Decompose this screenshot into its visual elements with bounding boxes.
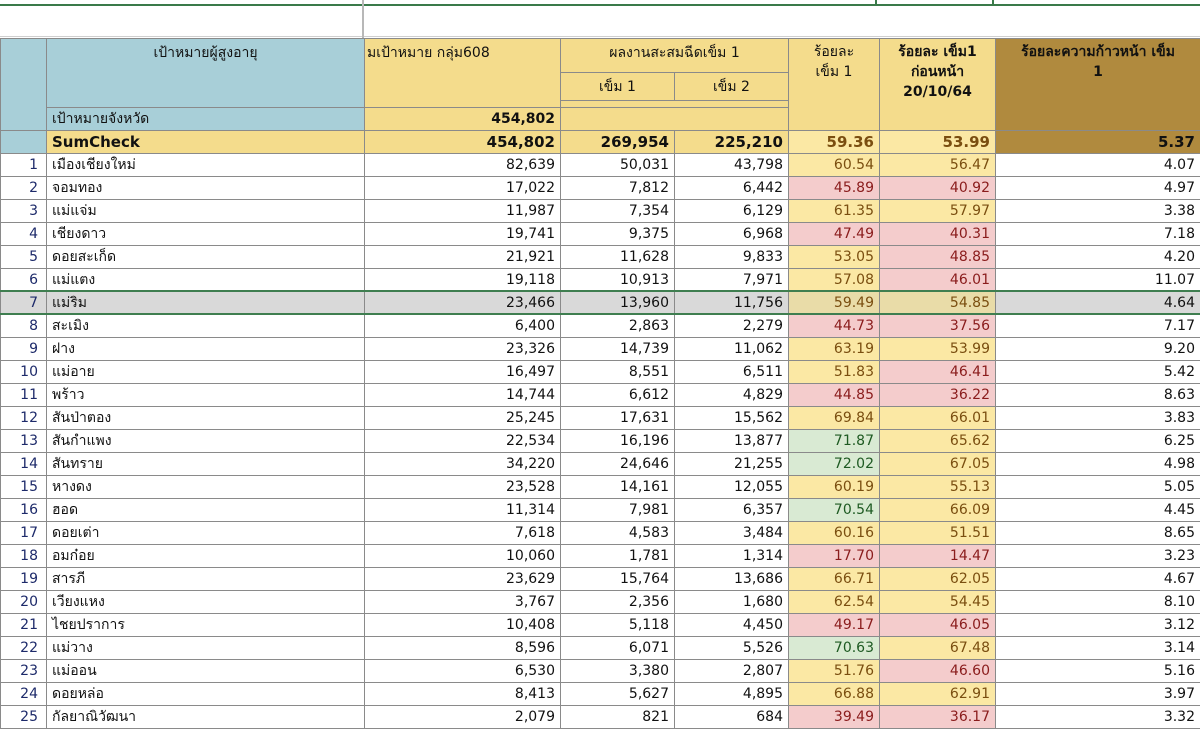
target-cell[interactable]: 17,022 [365,177,561,200]
dose2-cell[interactable]: 4,895 [675,683,789,706]
district-name[interactable]: ดอยสะเก็ด [47,246,365,269]
progress-cell[interactable]: 4.67 [996,568,1200,591]
top-column-divider [362,0,364,38]
pct-before-cell[interactable]: 62.91 [880,683,996,706]
header-target608[interactable]: มเป้าหมาย กลุ่ม608 [365,39,561,108]
table-row[interactable] [1,499,1200,522]
row-header-corner[interactable] [1,39,47,131]
pct1-cell[interactable]: 66.88 [789,683,880,706]
pct-before-cell[interactable]: 66.09 [880,499,996,522]
pct-before-cell[interactable]: 36.22 [880,384,996,407]
target-cell[interactable]: 6,400 [365,315,561,338]
dose2-cell[interactable]: 13,877 [675,430,789,453]
dose2-cell[interactable]: 15,562 [675,407,789,430]
dose1-cell[interactable]: 7,812 [561,177,675,200]
pct-before-cell[interactable]: 51.51 [880,522,996,545]
row-number[interactable]: 18 [1,545,47,568]
pct1-cell[interactable]: 66.71 [789,568,880,591]
progress-cell[interactable]: 5.05 [996,476,1200,499]
pct-before-cell[interactable]: 57.97 [880,200,996,223]
district-name[interactable]: แม่อาย [47,361,365,384]
target-cell[interactable]: 2,079 [365,706,561,729]
pct1-cell[interactable]: 71.87 [789,430,880,453]
pct1-cell[interactable]: 59.49 [789,292,880,315]
table-row[interactable] [1,614,1200,637]
target-cell[interactable]: 19,741 [365,223,561,246]
dose1-cell[interactable]: 4,583 [561,522,675,545]
table-row[interactable] [1,476,1200,499]
target-cell[interactable]: 3,767 [365,591,561,614]
table-row[interactable] [1,269,1200,292]
dose1-cell[interactable]: 14,161 [561,476,675,499]
progress-cell[interactable]: 5.16 [996,660,1200,683]
target-cell[interactable]: 23,466 [365,292,561,315]
table-row[interactable] [1,200,1200,223]
dose2-cell[interactable]: 4,450 [675,614,789,637]
pct-before-cell[interactable]: 37.56 [880,315,996,338]
row-number[interactable]: 25 [1,706,47,729]
pct1-cell[interactable]: 70.54 [789,499,880,522]
district-name[interactable]: ไชยปราการ [47,614,365,637]
top-marker [992,0,994,5]
target-cell[interactable]: 8,596 [365,637,561,660]
dose1-cell[interactable]: 2,863 [561,315,675,338]
target-cell[interactable]: 16,497 [365,361,561,384]
row-number[interactable]: 8 [1,315,47,338]
district-name[interactable]: แม่วาง [47,637,365,660]
progress-cell[interactable]: 7.18 [996,223,1200,246]
row-number[interactable]: 10 [1,361,47,384]
district-name[interactable]: จอมทอง [47,177,365,200]
dose2-cell[interactable]: 3,484 [675,522,789,545]
row-number[interactable]: 5 [1,246,47,269]
table-row[interactable] [1,453,1200,476]
district-name[interactable]: ดอยหล่อ [47,683,365,706]
pct-before-cell[interactable]: 46.41 [880,361,996,384]
header-target-group[interactable]: เป้าหมายผู้สูงอายุ [47,39,365,108]
progress-cell[interactable]: 3.83 [996,407,1200,430]
row-number[interactable]: 19 [1,568,47,591]
formula-bar-area [0,0,1200,38]
pct1-cell[interactable]: 72.02 [789,453,880,476]
table-row[interactable] [1,315,1200,338]
pct1-cell[interactable]: 60.19 [789,476,880,499]
dose1-cell[interactable]: 24,646 [561,453,675,476]
progress-cell[interactable]: 3.38 [996,200,1200,223]
row-number[interactable]: 11 [1,384,47,407]
top-border-line [0,4,1200,6]
sumcheck-progress[interactable]: 5.37 [996,131,1200,154]
progress-cell[interactable]: 5.42 [996,361,1200,384]
target-cell[interactable]: 19,118 [365,269,561,292]
table-row[interactable] [1,591,1200,614]
pct1-cell[interactable]: 49.17 [789,614,880,637]
district-name[interactable]: สันกำแพง [47,430,365,453]
row-number[interactable]: 23 [1,660,47,683]
district-name[interactable]: ดอยเต่า [47,522,365,545]
progress-cell[interactable]: 9.20 [996,338,1200,361]
row-number[interactable]: 17 [1,522,47,545]
header-progress[interactable]: ร้อยละความก้าวหน้า เข็ม 1 [996,39,1200,131]
progress-cell[interactable]: 4.20 [996,246,1200,269]
pct-before-cell[interactable]: 36.17 [880,706,996,729]
pct1-cell[interactable]: 17.70 [789,545,880,568]
dose1-cell[interactable]: 16,196 [561,430,675,453]
district-name[interactable]: แม่แจ่ม [47,200,365,223]
row-number[interactable]: 16 [1,499,47,522]
dose2-cell[interactable]: 43,798 [675,154,789,177]
pct-before-cell[interactable]: 48.85 [880,246,996,269]
dose1-cell[interactable]: 5,627 [561,683,675,706]
header-accum-dose[interactable]: ผลงานสะสมฉีดเข็ม 1 [561,39,789,73]
pct1-cell[interactable]: 47.49 [789,223,880,246]
top-marker [875,0,877,5]
dose2-cell[interactable]: 6,511 [675,361,789,384]
dose2-cell[interactable]: 4,829 [675,384,789,407]
pct1-cell[interactable]: 51.76 [789,660,880,683]
target-cell[interactable]: 23,629 [365,568,561,591]
table-row[interactable] [1,384,1200,407]
dose1-cell[interactable]: 2,356 [561,591,675,614]
target-cell[interactable]: 11,987 [365,200,561,223]
target-cell[interactable]: 14,744 [365,384,561,407]
dose2-cell[interactable]: 13,686 [675,568,789,591]
sumcheck-dose1[interactable]: 269,954 [561,131,675,154]
district-name[interactable]: แม่ริม [47,292,365,315]
progress-cell[interactable]: 3.14 [996,637,1200,660]
district-name[interactable]: กัลยาณิวัฒนา [47,706,365,729]
row-number[interactable]: 22 [1,637,47,660]
district-name[interactable]: หางดง [47,476,365,499]
pct-before-cell[interactable]: 56.47 [880,154,996,177]
progress-cell[interactable]: 8.65 [996,522,1200,545]
district-name[interactable]: อมก๋อย [47,545,365,568]
header-spacer [561,101,789,108]
table-row[interactable] [1,407,1200,430]
dose1-cell[interactable]: 11,628 [561,246,675,269]
pct-before-cell[interactable]: 67.48 [880,637,996,660]
header-pct-dose1[interactable]: ร้อยละ เข็ม 1 [789,39,880,131]
progress-cell[interactable]: 7.17 [996,315,1200,338]
dose1-cell[interactable]: 10,913 [561,269,675,292]
target-cell[interactable]: 25,245 [365,407,561,430]
table-row[interactable] [1,177,1200,200]
row-header-blank[interactable] [1,131,47,154]
district-name[interactable]: แม่ออน [47,660,365,683]
progress-cell[interactable]: 4.98 [996,453,1200,476]
table-row[interactable] [1,338,1200,361]
progress-cell[interactable]: 3.12 [996,614,1200,637]
dose2-cell[interactable]: 5,526 [675,637,789,660]
target-cell[interactable]: 6,530 [365,660,561,683]
row-number[interactable]: 9 [1,338,47,361]
pct1-cell[interactable]: 53.05 [789,246,880,269]
dose1-cell[interactable]: 7,354 [561,200,675,223]
dose2-cell[interactable]: 1,680 [675,591,789,614]
table-row[interactable] [1,545,1200,568]
pct1-cell[interactable]: 70.63 [789,637,880,660]
dose2-cell[interactable]: 9,833 [675,246,789,269]
progress-cell[interactable]: 3.32 [996,706,1200,729]
dose1-cell[interactable]: 6,612 [561,384,675,407]
dose2-cell[interactable]: 7,971 [675,269,789,292]
dose1-cell[interactable]: 3,380 [561,660,675,683]
district-name[interactable]: ฮอด [47,499,365,522]
pct1-cell[interactable]: 69.84 [789,407,880,430]
dose2-cell[interactable]: 1,314 [675,545,789,568]
pct1-cell[interactable]: 51.83 [789,361,880,384]
dose1-cell[interactable]: 6,071 [561,637,675,660]
target-cell[interactable]: 10,060 [365,545,561,568]
progress-cell[interactable]: 4.64 [996,292,1200,315]
pct-before-cell[interactable]: 40.31 [880,223,996,246]
progress-cell[interactable]: 4.07 [996,154,1200,177]
district-name[interactable]: เชียงดาว [47,223,365,246]
district-name[interactable]: สารภี [47,568,365,591]
district-name[interactable]: เวียงแหง [47,591,365,614]
sumcheck-pct-before[interactable]: 53.99 [880,131,996,154]
pct-before-cell[interactable]: 67.05 [880,453,996,476]
district-name[interactable]: พร้าว [47,384,365,407]
dose1-cell[interactable]: 15,764 [561,568,675,591]
dose2-cell[interactable]: 11,062 [675,338,789,361]
district-name[interactable]: สันป่าตอง [47,407,365,430]
table-row[interactable] [1,154,1200,177]
dose2-cell[interactable]: 6,357 [675,499,789,522]
sumcheck-label[interactable]: SumCheck [47,131,365,154]
pct1-cell[interactable]: 60.54 [789,154,880,177]
district-name[interactable]: แม่แตง [47,269,365,292]
pct-before-cell[interactable]: 55.13 [880,476,996,499]
dose1-cell[interactable]: 9,375 [561,223,675,246]
target-cell[interactable]: 22,534 [365,430,561,453]
pct-before-cell[interactable]: 54.85 [880,292,996,315]
dose2-cell[interactable]: 6,968 [675,223,789,246]
pct-before-cell[interactable]: 54.45 [880,591,996,614]
row-number[interactable]: 24 [1,683,47,706]
row-number[interactable]: 1 [1,154,47,177]
target-cell[interactable]: 82,639 [365,154,561,177]
pct1-cell[interactable]: 61.35 [789,200,880,223]
table-row[interactable] [1,568,1200,591]
dose1-cell[interactable]: 8,551 [561,361,675,384]
dose2-cell[interactable]: 684 [675,706,789,729]
progress-cell[interactable]: 6.25 [996,430,1200,453]
district-name[interactable]: สันทราย [47,453,365,476]
table-row[interactable] [1,430,1200,453]
row-number[interactable]: 13 [1,430,47,453]
row-number[interactable]: 2 [1,177,47,200]
progress-cell[interactable]: 3.97 [996,683,1200,706]
row-number[interactable]: 15 [1,476,47,499]
progress-cell[interactable]: 3.23 [996,545,1200,568]
sumcheck-target[interactable]: 454,802 [365,131,561,154]
progress-cell[interactable]: 11.07 [996,269,1200,292]
province-target-value[interactable]: 454,802 [365,108,561,131]
table-row[interactable] [1,361,1200,384]
pct-before-cell[interactable]: 46.60 [880,660,996,683]
row-number[interactable]: 14 [1,453,47,476]
row-number[interactable]: 12 [1,407,47,430]
header-dose1[interactable]: เข็ม 1 [561,73,675,101]
dose2-cell[interactable]: 2,279 [675,315,789,338]
pct1-cell[interactable]: 44.73 [789,315,880,338]
table-row[interactable] [1,223,1200,246]
pct-before-cell[interactable]: 46.05 [880,614,996,637]
target-cell[interactable]: 23,528 [365,476,561,499]
province-target-blank[interactable] [561,108,789,131]
row-number[interactable]: 6 [1,269,47,292]
table-row[interactable] [1,246,1200,269]
pct1-cell[interactable]: 62.54 [789,591,880,614]
target-cell[interactable]: 21,921 [365,246,561,269]
pct-before-cell[interactable]: 46.01 [880,269,996,292]
progress-cell[interactable]: 8.10 [996,591,1200,614]
dose2-cell[interactable]: 21,255 [675,453,789,476]
header-dose2[interactable]: เข็ม 2 [675,73,789,101]
district-name[interactable]: ฝาง [47,338,365,361]
dose2-cell[interactable]: 12,055 [675,476,789,499]
province-target-label[interactable]: เป้าหมายจังหวัด [47,108,365,131]
pct-before-cell[interactable]: 40.92 [880,177,996,200]
dose1-cell[interactable]: 14,739 [561,338,675,361]
dose2-cell[interactable]: 11,756 [675,292,789,315]
target-cell[interactable]: 7,618 [365,522,561,545]
table-row[interactable] [1,637,1200,660]
table-row[interactable] [1,292,1200,315]
top-divider-line [0,36,1200,37]
target-cell[interactable]: 23,326 [365,338,561,361]
progress-cell[interactable]: 4.97 [996,177,1200,200]
target-cell[interactable]: 8,413 [365,683,561,706]
dose1-cell[interactable]: 821 [561,706,675,729]
row-number[interactable]: 4 [1,223,47,246]
spreadsheet-table [0,38,1200,729]
pct1-cell[interactable]: 44.85 [789,384,880,407]
dose1-cell[interactable]: 7,981 [561,499,675,522]
row-number[interactable]: 7 [1,292,47,315]
dose1-cell[interactable]: 17,631 [561,407,675,430]
dose1-cell[interactable]: 50,031 [561,154,675,177]
pct-before-cell[interactable]: 62.05 [880,568,996,591]
pct-before-cell[interactable]: 66.01 [880,407,996,430]
dose1-cell[interactable]: 1,781 [561,545,675,568]
target-cell[interactable]: 10,408 [365,614,561,637]
table-row[interactable] [1,706,1200,729]
target-cell[interactable]: 34,220 [365,453,561,476]
pct1-cell[interactable]: 57.08 [789,269,880,292]
dose2-cell[interactable]: 6,129 [675,200,789,223]
table-row[interactable] [1,522,1200,545]
sumcheck-pct1[interactable]: 59.36 [789,131,880,154]
progress-cell[interactable]: 4.45 [996,499,1200,522]
selection-border [0,290,1200,292]
table-row[interactable] [1,683,1200,706]
pct1-cell[interactable]: 63.19 [789,338,880,361]
dose1-cell[interactable]: 13,960 [561,292,675,315]
row-number[interactable]: 20 [1,591,47,614]
dose2-cell[interactable]: 6,442 [675,177,789,200]
dose1-cell[interactable]: 5,118 [561,614,675,637]
pct-before-cell[interactable]: 65.62 [880,430,996,453]
district-name[interactable]: เมืองเชียงใหม่ [47,154,365,177]
dose2-cell[interactable]: 2,807 [675,660,789,683]
pct1-cell[interactable]: 45.89 [789,177,880,200]
row-number[interactable]: 21 [1,614,47,637]
district-name[interactable]: สะเมิง [47,315,365,338]
table-row[interactable] [1,660,1200,683]
target-cell[interactable]: 11,314 [365,499,561,522]
selection-border [0,313,1200,315]
pct1-cell[interactable]: 39.49 [789,706,880,729]
pct-before-cell[interactable]: 53.99 [880,338,996,361]
pct-before-cell[interactable]: 14.47 [880,545,996,568]
progress-cell[interactable]: 8.63 [996,384,1200,407]
pct1-cell[interactable]: 60.16 [789,522,880,545]
district-rows [1,154,1200,729]
sumcheck-dose2[interactable]: 225,210 [675,131,789,154]
header-pct-before[interactable]: ร้อยละ เข็ม1 ก่อนหน้า 20/10/64 [880,39,996,131]
row-number[interactable]: 3 [1,200,47,223]
